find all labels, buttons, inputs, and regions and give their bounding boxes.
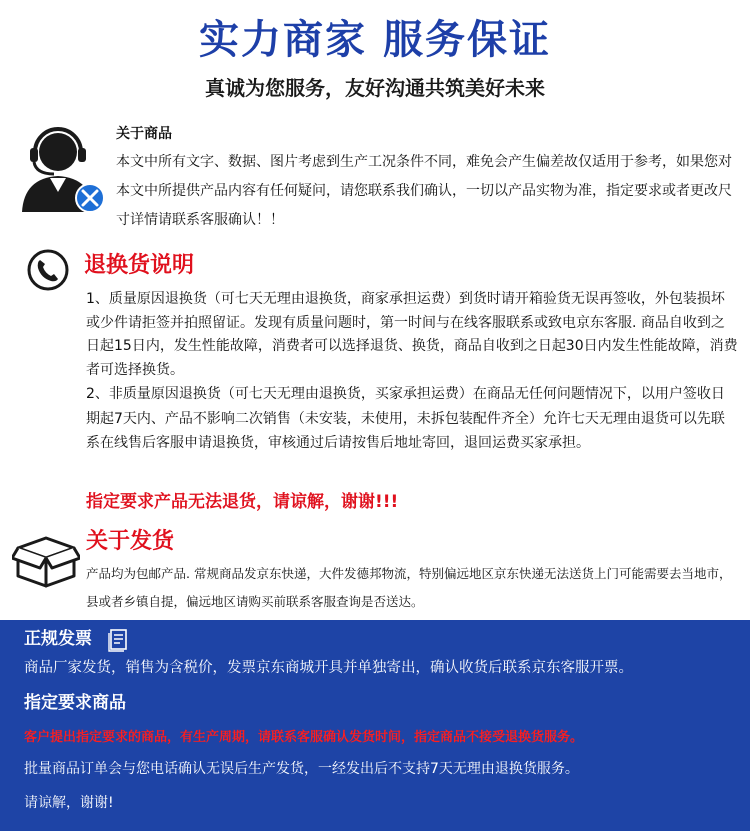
special-order-warning: 客户提出指定要求的商品，有生产周期，请联系客服确认发货时间，指定商品不接受退换货服务。	[24, 730, 584, 745]
page-subtitle: 真诚为您服务，友好沟通共筑美好未来	[205, 76, 545, 100]
about-heading: 关于商品	[116, 126, 172, 142]
shipping-body: 产品均为包邮产品. 常规商品发京东快递，大件发德邦物流，特别偏远地区京东快递无法送货上门可能需要去当地市，县或者乡镇自提，偏远地区请购买前联系客服查询是否送达。	[86, 566, 732, 609]
returns-notice: 指定要求产品无法退货，请谅解，谢谢!!!	[86, 492, 399, 512]
page-title: 实力商家 服务保证	[199, 17, 551, 63]
shipping-heading: 关于发货	[86, 529, 175, 554]
invoice-heading: 正规发票	[24, 629, 92, 649]
thanks-note: 请谅解，谢谢!	[24, 795, 114, 811]
package-box-icon	[12, 528, 80, 590]
special-order-heading: 指定要求商品	[24, 693, 126, 713]
returns-paragraph-quality: 1、质量原因退换货（可七天无理由退换货，商家承担运费）到货时请开箱验货无误再签收，外包装损坏或少件请拒签并拍照留证。发现有质量问题时，第一时间与在线客服联系或致电京东客服. 商品自收到之日起15日内，发生性能故障，消费者可以选择退货、换货，商品自收到之日起30日内发生性能故障，消费者可选择换货。	[86, 291, 738, 378]
phone-icon	[26, 248, 70, 292]
returns-heading: 退换货说明	[84, 253, 195, 278]
header	[0, 0, 750, 110]
about-product-section	[0, 118, 750, 236]
returns-paragraph-non-quality: 2、非质量原因退换货（可七天无理由退换货，买家承担运费）在商品无任何问题情况下，以用户签收日期起7天内、产品不影响二次销售（未安装，未使用，未拆包装配件齐全）允许七天无理由退货可以先联系在线售后客服申请退换货，审核通过后请按售后地址寄回，退回运费买家承担。	[86, 386, 725, 451]
customer-service-icon	[20, 122, 106, 214]
invoice-body: 商品厂家发货，销售为含税价，发票京东商城开具并单独寄出，确认收货后联系京东客服开票。	[24, 660, 633, 676]
bulk-order-note: 批量商品订单会与您电话确认无误后生产发货，一经发出后不支持7天无理由退换货服务。	[24, 761, 579, 777]
invoice-band	[0, 620, 750, 831]
about-body: 本文中所有文字、数据、图片考虑到生产工况条件不同，难免会产生偏差故仅适用于参考，如果您对本文中所提供产品内容有任何疑问，请您联系我们确认，一切以产品实物为准，指定要求或者更改尺寸详情请联系客服确认！！	[116, 154, 732, 228]
shipping-section	[0, 526, 750, 618]
returns-section	[0, 244, 750, 524]
document-icon	[108, 628, 130, 652]
